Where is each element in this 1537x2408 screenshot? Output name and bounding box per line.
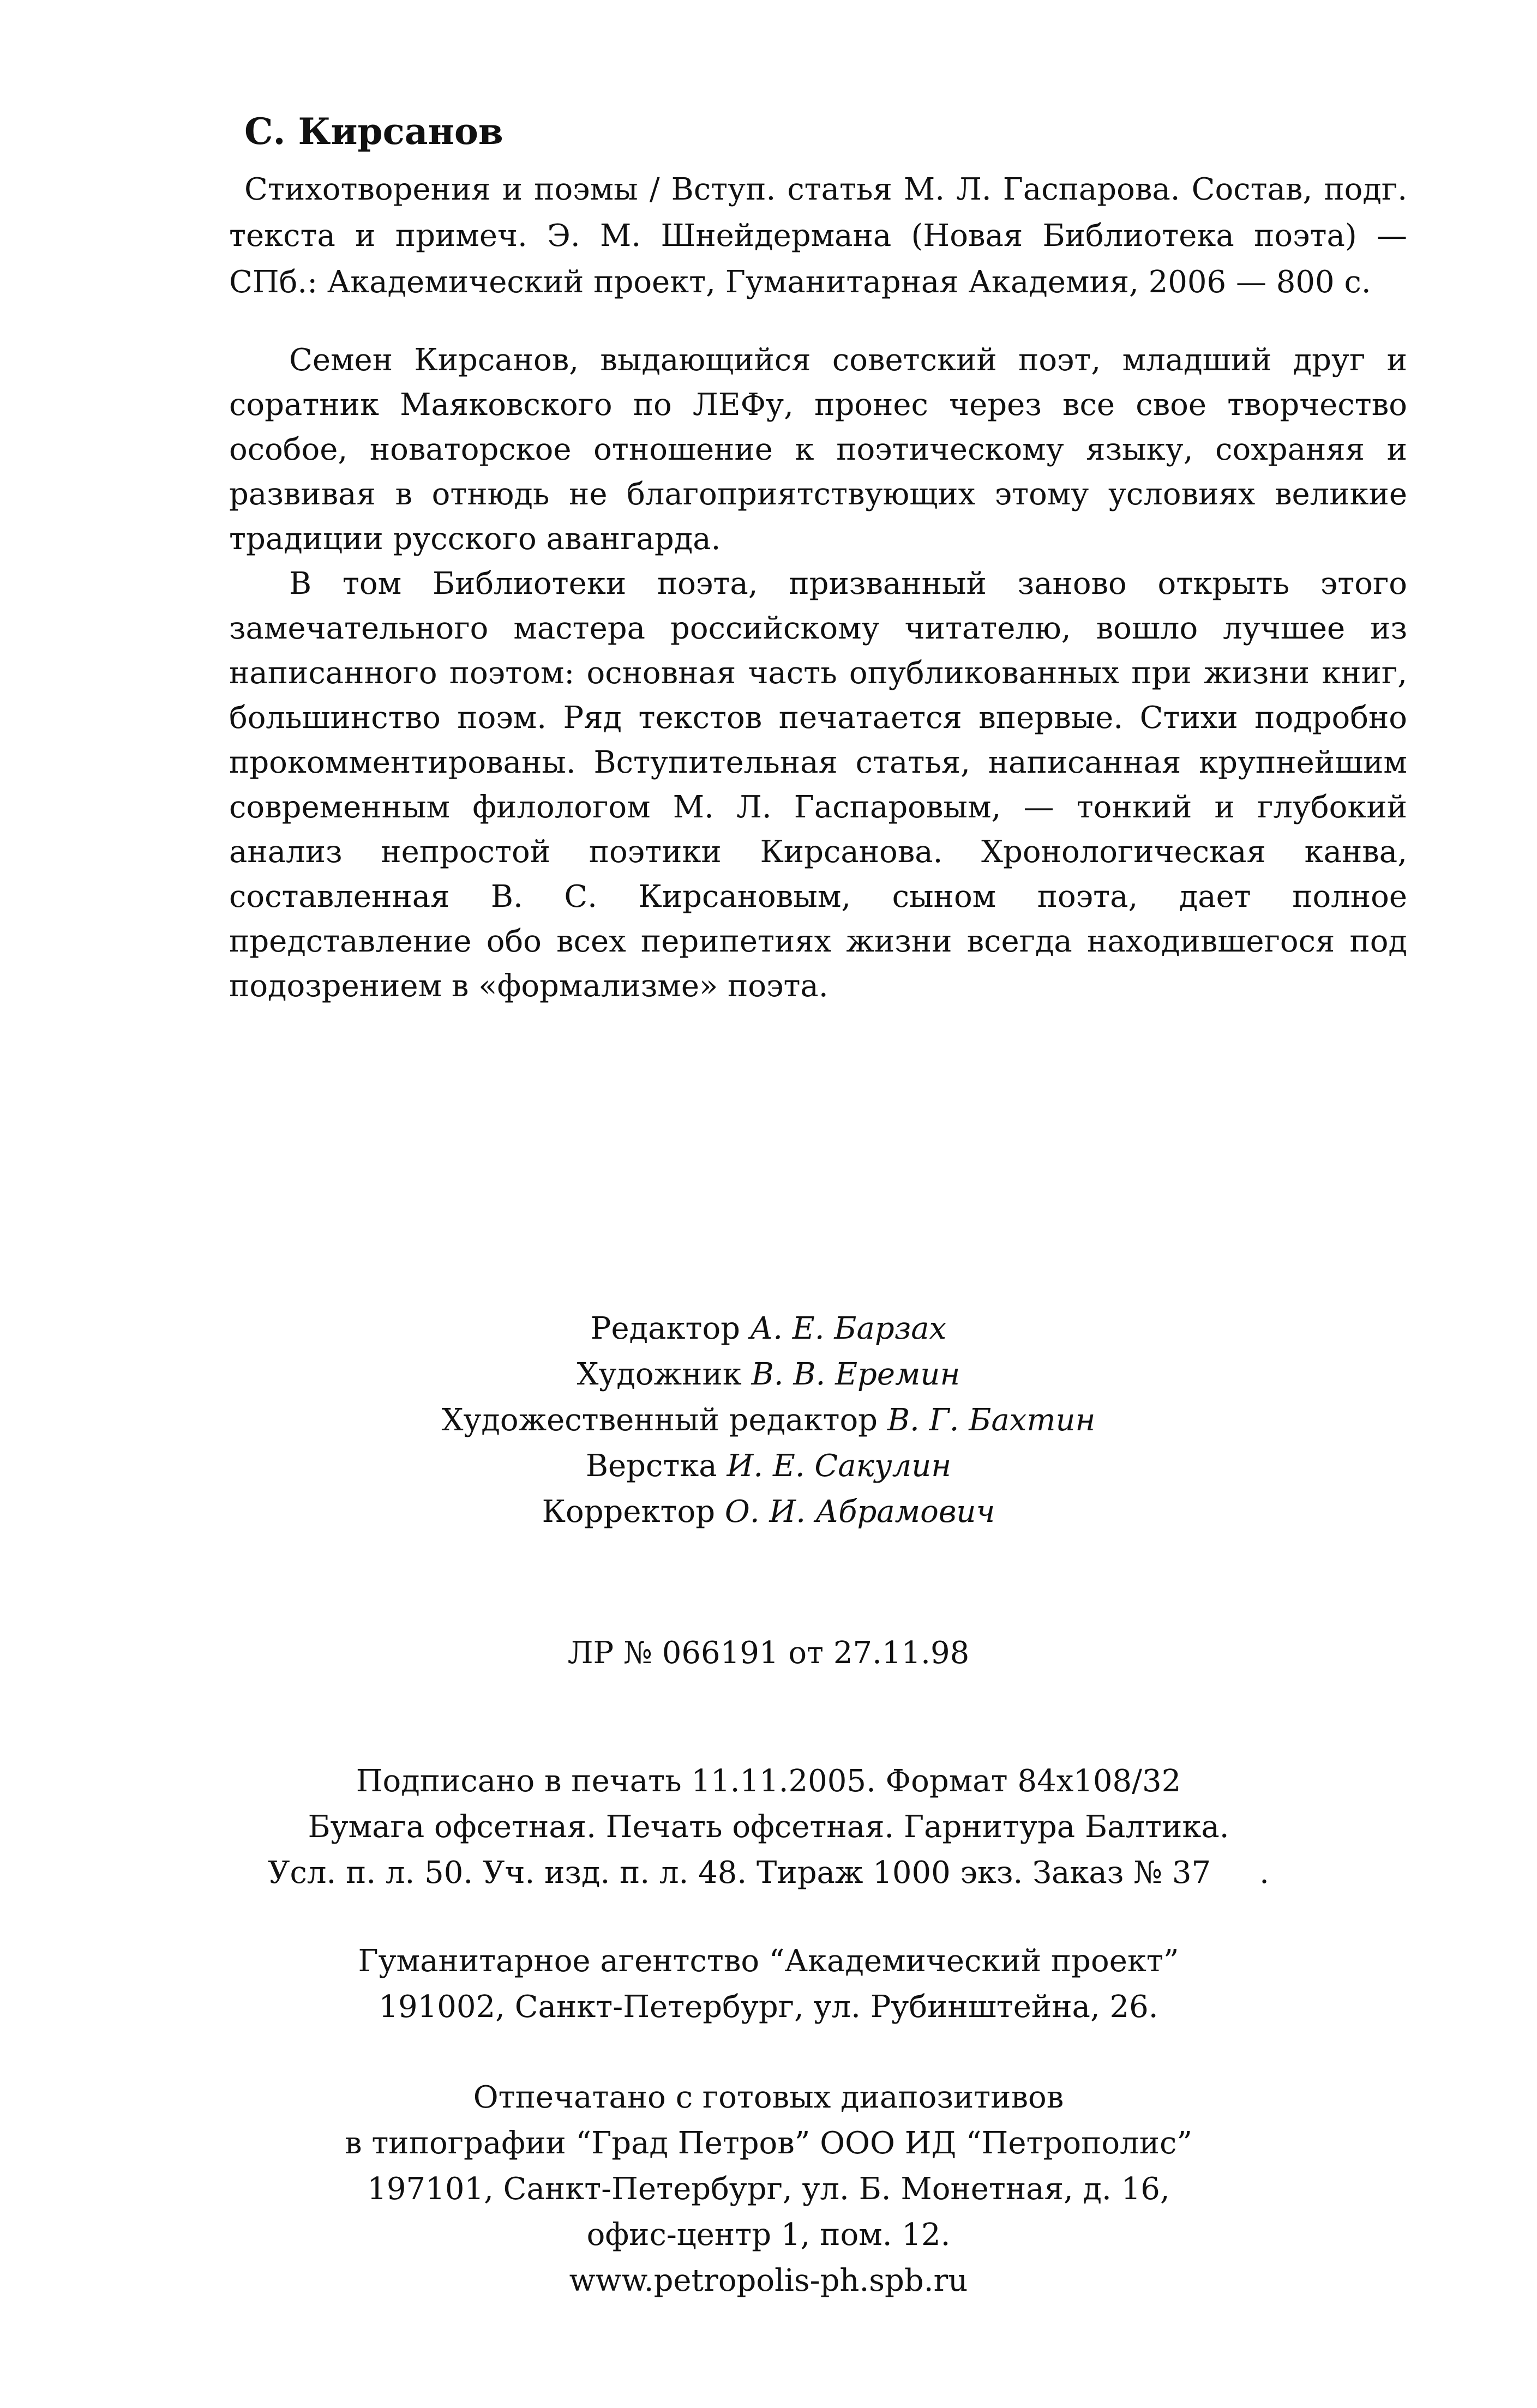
- credit-role: Верстка: [585, 1448, 717, 1484]
- printing-line: Усл. п. л. 50. Уч. изд. п. л. 48. Тираж 1000 экз. Заказ № 37 .: [268, 1855, 1269, 1891]
- printer-website: www.petropolis-ph.spb.ru: [569, 2263, 968, 2298]
- credits-block: [0, 1306, 1537, 1535]
- credit-name: О. И. Абрамович: [724, 1494, 995, 1530]
- printer-line: в типографии “Град Петров” ООО ИД “Петрополис”: [345, 2126, 1192, 2161]
- credit-line-layout: [0, 1443, 1537, 1489]
- license-number: [0, 1630, 1537, 1676]
- printing-details: [0, 1759, 1537, 1896]
- credit-line-artist: [0, 1352, 1537, 1398]
- credit-name: В. В. Еремин: [751, 1357, 960, 1392]
- credit-line-editor: [0, 1306, 1537, 1352]
- credit-name: В. Г. Бахтин: [887, 1402, 1096, 1438]
- annotation-paragraph: В том Библиотеки поэта, призванный заново открыть этого замечательного мастера российскому читателю, вошло лучшее из написанного поэтом: основная часть опубликованных при жизни книг, большинство поэм. Ряд текстов печатается впервые. Стихи подробно прокомментированы. Вступительная статья, написанная крупнейшим современным филологом М. Л. Гаспаровым, — тонкий и глубокий анализ непростой поэтики Кирсанова. Хронологическая канва, составленная В. С. Кирсановым, сыном поэта, дает полное представление обо всех перипетиях жизни всегда находившегося под подозрением в «формализме» поэта.: [229, 566, 1407, 1004]
- license-text: ЛР № 066191 от 27.11.98: [567, 1635, 970, 1671]
- printer-line: 197101, Санкт-Петербург, ул. Б. Монетная, д. 16,: [367, 2171, 1170, 2207]
- annotation: [229, 338, 1407, 1009]
- author-name: С. Кирсанов: [244, 110, 503, 153]
- annotation-paragraph: Семен Кирсанов, выдающийся советский поэт, младший друг и соратник Маяковского по ЛЕФу, пронес через все свое творчество особое, новаторское отношение к поэтическому языку, сохраняя и развивая в отнюдь не благоприятствующих этому условиях великие традиции русского авангарда.: [229, 342, 1407, 557]
- credit-role: Корректор: [542, 1494, 716, 1530]
- publisher-line: 191002, Санкт-Петербург, ул. Рубинштейна, 26.: [379, 1989, 1158, 2025]
- credit-line-art-editor: [0, 1398, 1537, 1443]
- credit-name: А. Е. Барзах: [749, 1311, 947, 1346]
- printer-line: офис-центр 1, пом. 12.: [586, 2217, 951, 2253]
- printing-line: Подписано в печать 11.11.2005. Формат 84x108/32: [356, 1763, 1181, 1799]
- credit-line-proofreader: [0, 1489, 1537, 1535]
- credit-role: Художественный редактор: [441, 1402, 878, 1438]
- credit-name: И. Е. Сакулин: [727, 1448, 952, 1484]
- credit-role: Художник: [577, 1357, 742, 1392]
- publisher-line: Гуманитарное агентство “Академический проект”: [358, 1943, 1179, 1979]
- publisher-info: [0, 1939, 1537, 2030]
- printer-info: [0, 2075, 1537, 2304]
- bibliographic-record-text: Стихотворения и поэмы / Вступ. статья М. Л. Гаспарова. Состав, подг. текста и примеч. Э. М. Шнейдермана (Новая Библиотека поэта) — СПб.: Академический проект, Гуманитарная Академия, 2006 — 800 с.: [229, 172, 1407, 300]
- credit-role: Редактор: [590, 1311, 741, 1346]
- printer-line: Отпечатано с готовых диапозитивов: [473, 2080, 1064, 2115]
- printing-line: Бумага офсетная. Печать офсетная. Гарнитура Балтика.: [308, 1809, 1229, 1845]
- bibliographic-record: [229, 166, 1407, 305]
